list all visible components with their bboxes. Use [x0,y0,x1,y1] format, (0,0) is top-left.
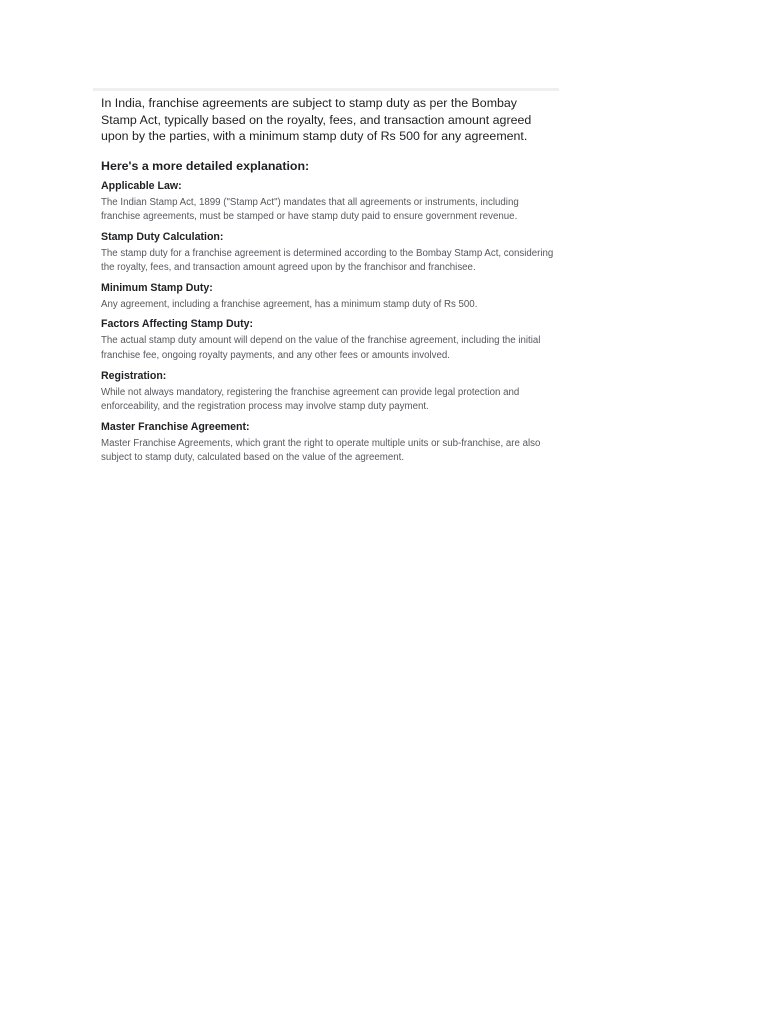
explanation-heading: Here's a more detailed explanation: [101,158,310,173]
document-body [101,95,556,466]
section-heading: Applicable Law: [101,179,182,192]
section-heading: Master Franchise Agreement: [101,420,250,433]
intro-paragraph: In India, franchise agreements are subject to stamp duty as per the Bombay Stamp Act, typically based on the royalty, fees, and transaction amount agreed upon by the parties, with a minimum stamp duty of Rs 500 for any agreement. [101,96,532,143]
section-master-franchise-agreement [101,421,556,466]
top-divider [93,88,559,91]
section-heading: Minimum Stamp Duty: [101,281,213,294]
section-heading: Factors Affecting Stamp Duty: [101,318,254,331]
section-stamp-duty-calculation [101,231,556,276]
section-minimum-stamp-duty [101,282,556,313]
section-registration [101,370,556,415]
section-body: The Indian Stamp Act, 1899 ("Stamp Act") mandates that all agreements or instruments, including franchise agreements, must be stamped or have stamp duty paid to ensure government revenue. [101,196,519,223]
section-heading: Stamp Duty Calculation: [101,230,224,243]
section-body: Any agreement, including a franchise agreement, has a minimum stamp duty of Rs 500. [101,298,478,310]
section-body: The actual stamp duty amount will depend on the value of the franchise agreement, including the initial franchise fee, ongoing royalty payments, and any other fees or amounts involved. [101,335,541,362]
section-body: The stamp duty for a franchise agreement is determined according to the Bombay Stamp Act, considering the royalty, fees, and transaction amount agreed upon by the franchisor and franchisee. [101,247,554,274]
section-applicable-law [101,180,556,225]
section-body: Master Franchise Agreements, which grant the right to operate multiple units or sub-franchise, are also subject to stamp duty, calculated based on the value of the agreement. [101,437,541,464]
section-heading: Registration: [101,369,167,382]
section-factors-affecting-stamp-duty [101,318,556,363]
section-body: While not always mandatory, registering the franchise agreement can provide legal protection and enforceability, and the registration process may involve stamp duty payment. [101,386,520,413]
